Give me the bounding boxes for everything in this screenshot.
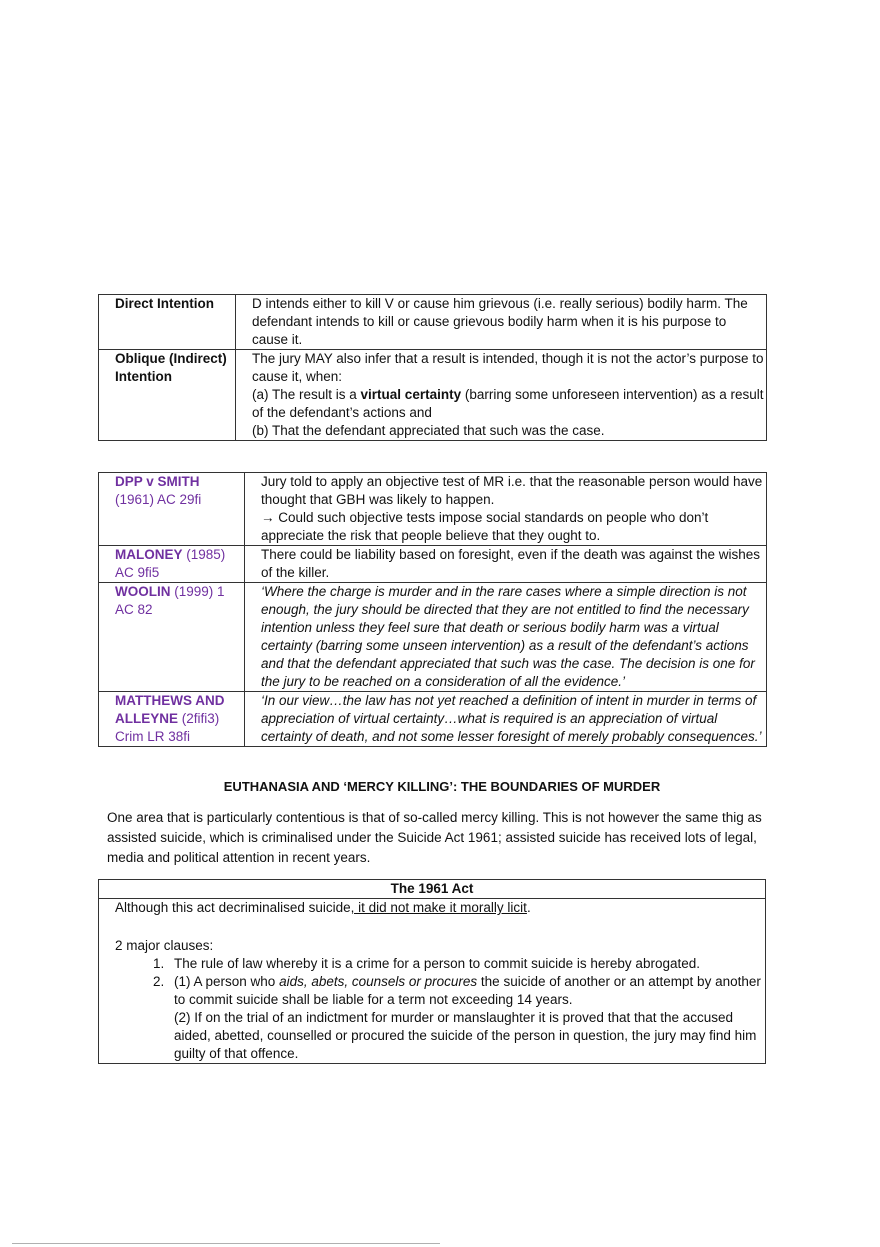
underlined-text: , it did not make it morally licit [350, 900, 527, 915]
text [174, 973, 761, 1009]
label-line: Oblique (Indirect) [115, 351, 227, 366]
table-row [99, 899, 766, 1064]
case-name: MALONEY [115, 547, 183, 562]
case-citation [99, 692, 245, 747]
label-line: Intention [115, 369, 172, 384]
case-description: There could be liability based on foresight, even if the death was against the wishes of the killer. [245, 546, 767, 583]
case-ref: (2fifi3) Crim LR 38fi [115, 711, 220, 744]
text: . [526, 900, 531, 915]
case-citation [99, 473, 245, 546]
text [261, 509, 764, 545]
case-citation [99, 583, 245, 692]
text: Jury told to apply an objective test of MR i.e. that the reasonable person would have thought that GBH was likely to happen. [261, 474, 763, 507]
body-paragraph: One area that is particularly contentious is that of so-called mercy killing. This is not however the same thig as assisted suicide, which is criminalised under the Suicide Act 1961; assisted suicide has received lots of legal, media and political attention in recent years. [107, 810, 762, 865]
clauses-list [115, 955, 761, 1063]
bold-term: virtual certainty [360, 387, 462, 402]
act-table [98, 879, 766, 1064]
italic-text: aids, abets, counsels or procures [279, 974, 478, 989]
table-row [99, 692, 767, 747]
table-row [99, 546, 767, 583]
text: (1) A person who [174, 974, 280, 989]
oblique-condition-b: (b) That the defendant appreciated that such was the case. [252, 423, 605, 438]
footnote-divider [12, 1243, 440, 1244]
case-citation [99, 546, 245, 583]
case-name: MATTHEWS AND ALLEYNE [115, 693, 225, 726]
row-text: D intends either to kill V or cause him grievous (i.e. really serious) bodily harm. The defendant intends to kill or cause grievous bodily harm when it is his purpose to cause it. [236, 295, 767, 350]
text: (barring some unforeseen intervention) as a result of the defendant’s actions and [252, 387, 764, 420]
case-description [245, 473, 767, 546]
row-label [99, 350, 236, 441]
oblique-condition-a [252, 386, 764, 422]
clauses-intro: 2 major clauses: [115, 938, 214, 953]
table-row [99, 583, 767, 692]
act-body [99, 899, 766, 1064]
case-ref: (1985) AC 9fi5 [115, 547, 226, 580]
text: the suicide of another or an attempt by another to commit suicide shall be liable for a term not exceeding 14 years. [174, 974, 761, 1007]
cases-table [98, 472, 767, 747]
list-item [168, 973, 761, 1063]
oblique-intro: The jury MAY also infer that a result is intended, though it is not the actor’s purpose to cause it, when: [252, 351, 764, 384]
intention-table [98, 294, 767, 441]
case-ref: (1961) AC 29fi [115, 492, 202, 507]
table-row [99, 350, 767, 441]
act-summary [115, 899, 761, 917]
sub-clause: (2) If on the trial of an indictment for murder or manslaughter it is proved that that the accused aided, abetted, counselled or procured the suicide of the person in question, the jury may find him guilty of that offence. [174, 1010, 757, 1061]
case-ref: (1999) 1 AC 82 [115, 584, 225, 617]
case-name: WOOLIN [115, 584, 171, 599]
row-text [236, 350, 767, 441]
row-label: Direct Intention [99, 295, 236, 350]
text: Although this act decriminalised suicide [115, 900, 351, 915]
text: (a) The result is a [252, 387, 361, 402]
act-title: The 1961 Act [99, 880, 766, 899]
case-description: ‘In our view…the law has not yet reached a definition of intent in murder in terms of appreciation of virtual certainty…what is required is an appreciation of virtual certainty of death, and not some lesser foresight of merely probably consequences.’ [245, 692, 767, 747]
list-item: 1. The rule of law whereby it is a crime for a person to commit suicide is hereby abrogated. [168, 955, 761, 973]
table-row [99, 473, 767, 546]
case-description: ‘Where the charge is murder and in the rare cases where a simple direction is not enough, the jury should be directed that they are not entitled to find the necessary intention unless they feel sure that death or serious bodily harm was a virtual certainty (barring some unseen intervention) as a result of the defendant’s actions and that the defendant appreciated that such was the case. The decision is one for the jury to be reached on a consideration of all the evidence.’ [245, 583, 767, 692]
section-heading: EUTHANASIA AND ‘MERCY KILLING’: THE BOUNDARIES OF MURDER [223, 779, 661, 794]
table-row [99, 880, 766, 899]
text: Could such objective tests impose social standards on people who don’t appreciate the risk that people believe that they ought to. [261, 510, 709, 543]
case-name: DPP v SMITH [115, 474, 200, 489]
table-row [99, 295, 767, 350]
arrow-icon: → [261, 510, 275, 525]
